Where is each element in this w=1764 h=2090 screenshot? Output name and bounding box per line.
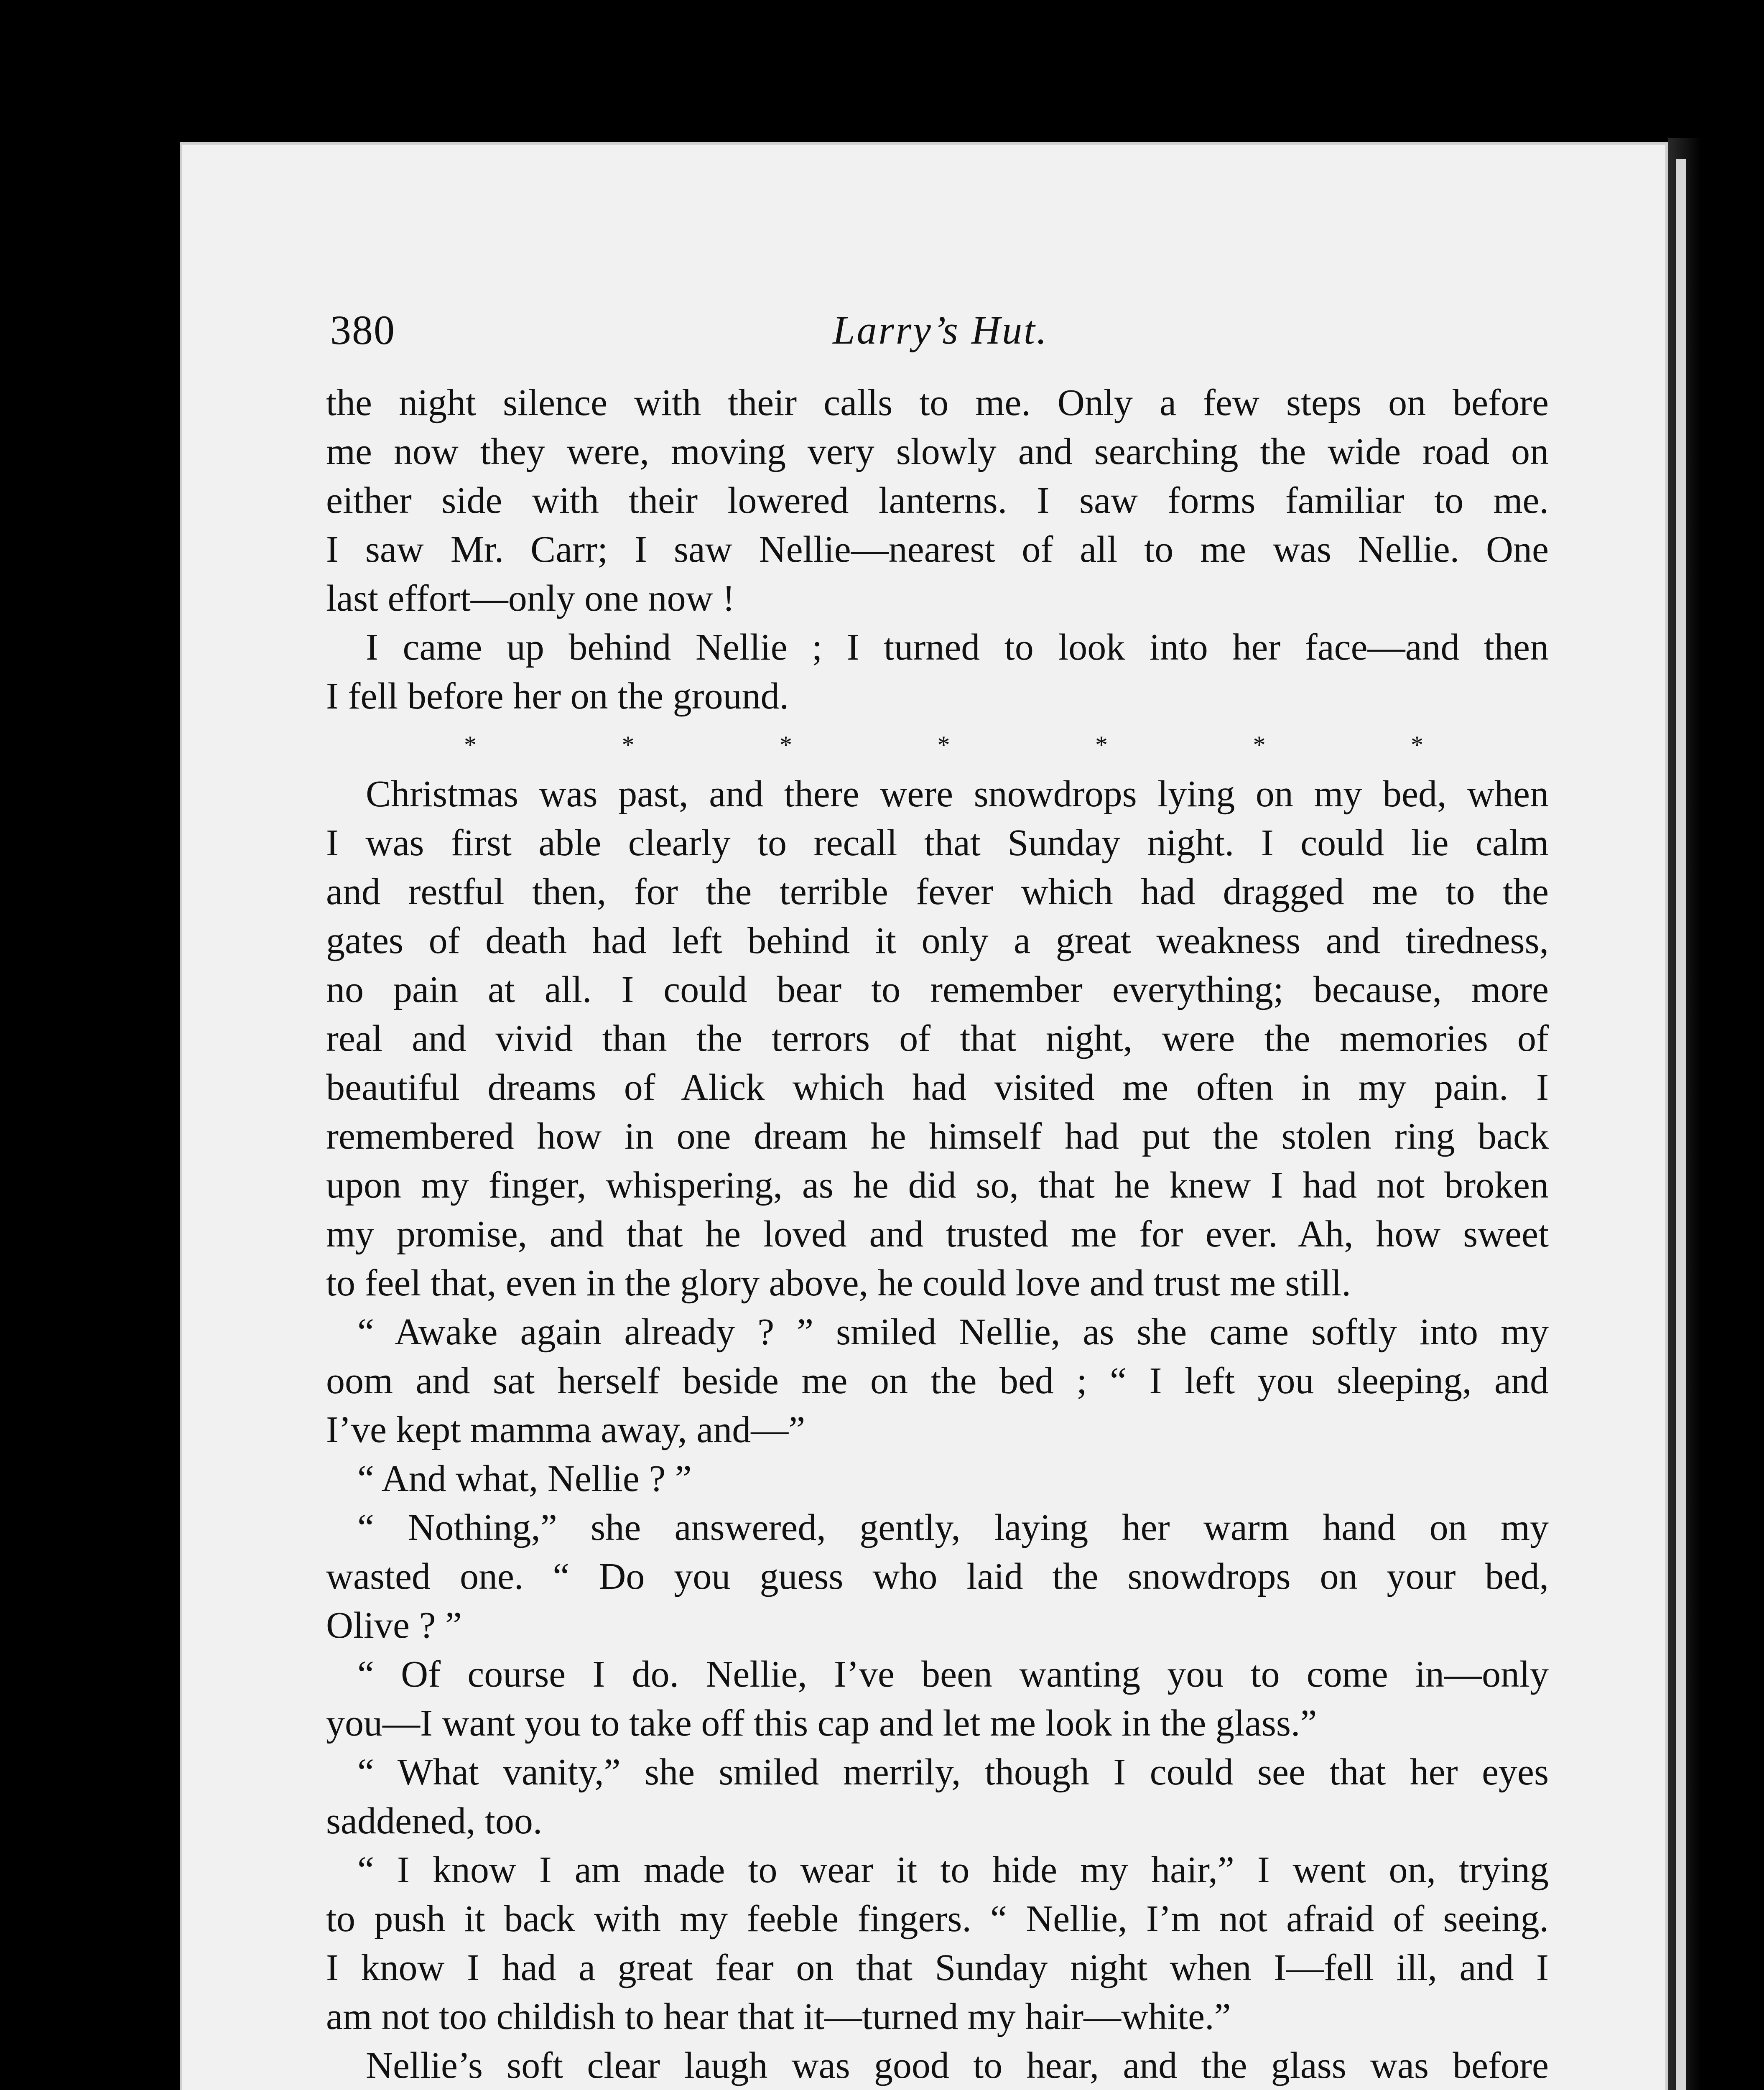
section-break-star: *	[937, 731, 950, 759]
text-line: I came up behind Nellie ; I turned to look into her face—and then	[366, 627, 1549, 668]
text-line: beautiful dreams of Alick which had visited me often in my pain. I	[326, 1067, 1549, 1108]
text-line: the night silence with their calls to me. Only a few steps on before	[326, 382, 1549, 423]
section-break-star: *	[464, 731, 477, 759]
text-line: I fell before her on the ground.	[326, 675, 789, 717]
text-line: “ And what, Nellie ? ”	[357, 1458, 692, 1499]
text-line: and restful then, for the terrible fever which had dragged me to the	[326, 871, 1549, 912]
section-break-star: *	[1095, 731, 1108, 759]
text-line: “ Of course I do. Nellie, I’ve been wanting you to come in—only	[357, 1654, 1549, 1695]
text-line: gates of death had left behind it only a great weakness and tiredness,	[326, 920, 1549, 961]
text-line: to push it back with my feeble fingers. “ Nellie, I’m not afraid of seeing.	[326, 1898, 1549, 1940]
text-line: I saw Mr. Carr; I saw Nellie—nearest of all to me was Nellie. One	[326, 529, 1549, 570]
section-break-star: *	[1411, 731, 1423, 759]
section-break-star: *	[622, 731, 635, 759]
text-line: me now they were, moving very slowly and searching the wide road on	[326, 431, 1549, 472]
text-line: I was first able clearly to recall that Sunday night. I could lie calm	[326, 822, 1549, 864]
text-line: no pain at all. I could bear to remember everything; because, more	[326, 969, 1549, 1010]
text-line: “ Awake again already ? ” smiled Nellie, as she came softly into my	[357, 1311, 1549, 1353]
text-line: oom and sat herself beside me on the bed ; “ I left you sleeping, and	[326, 1360, 1549, 1402]
text-line: “ Nothing,” she answered, gently, laying her warm hand on my	[357, 1507, 1549, 1548]
text-line: last effort—only one now !	[326, 578, 735, 619]
body-text	[326, 378, 1549, 2090]
text-line: Christmas was past, and there were snowdrops lying on my bed, when	[366, 773, 1549, 815]
text-line: Olive ? ”	[326, 1605, 462, 1646]
text-line: saddened, too.	[326, 1800, 543, 1842]
text-line: I know I had a great fear on that Sunday night when I—fell ill, and I	[326, 1947, 1549, 1988]
text-line: remembered how in one dream he himself had put the stolen ring back	[326, 1116, 1549, 1157]
text-line: am not too childish to hear that it—turned my hair—white.”	[326, 1996, 1231, 2037]
section-break-star: *	[780, 731, 792, 759]
section-break-star: *	[1253, 731, 1266, 759]
text-line: upon my finger, whispering, as he did so, that he knew I had not broken	[326, 1165, 1549, 1206]
section-break	[326, 721, 1549, 770]
text-line: wasted one. “ Do you guess who laid the snowdrops on your bed,	[326, 1556, 1549, 1597]
page-header	[330, 301, 1551, 359]
page-number: 380	[330, 307, 395, 353]
text-line: to feel that, even in the glory above, he could love and trust me still.	[326, 1262, 1351, 1304]
running-title: Larry’s Hut.	[833, 308, 1048, 352]
text-line: real and vivid than the terrors of that night, were the memories of	[326, 1018, 1549, 1059]
text-line: Nellie’s soft clear laugh was good to hear, and the glass was before	[366, 2045, 1549, 2086]
text-line: “ I know I am made to wear it to hide my hair,” I went on, trying	[357, 1849, 1549, 1891]
text-line: my promise, and that he loved and trusted me for ever. Ah, how sweet	[326, 1213, 1549, 1255]
text-line: you—I want you to take off this cap and let me look in the glass.”	[326, 1703, 1317, 1744]
text-line: “ What vanity,” she smiled merrily, though I could see that her eyes	[357, 1751, 1549, 1793]
text-line: either side with their lowered lanterns. I saw forms familiar to me.	[326, 480, 1549, 521]
text-line: I’ve kept mamma away, and—”	[326, 1409, 806, 1450]
facing-page-edge	[1676, 159, 1686, 2090]
